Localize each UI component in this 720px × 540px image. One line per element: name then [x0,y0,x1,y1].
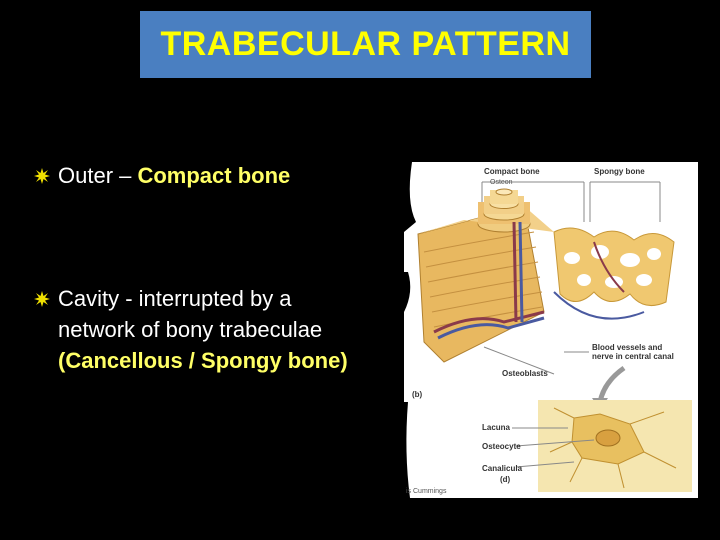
label-credit: is Cummings [406,488,447,495]
bullet-item-compact [34,160,364,191]
bone-structure-figure [404,162,698,498]
label-lacuna: Lacuna [482,423,511,432]
label-panel-b: (b) [412,390,423,399]
label-compact-bone: Compact bone [484,167,540,176]
bullet-text: Cavity - interrupted by a network of bony trabeculae (Cancellous / Spongy bone) [58,286,348,373]
starburst-bullet-icon [34,291,50,307]
label-osteon: Osteon [490,179,513,186]
bullet-text: Outer – Compact bone [58,163,291,188]
label-osteoblasts: Osteoblasts [502,369,548,378]
title-banner [140,11,591,78]
bone-diagram [404,162,698,498]
bullet-item-cavity [34,283,364,376]
label-blood-vessels-2: nerve in central canal [592,352,674,361]
label-canalicula: Canalicula [482,464,523,473]
label-blood-vessels: Blood vessels and [592,343,663,352]
label-panel-d: (d) [500,475,511,484]
bullet-highlight: Compact bone [137,163,291,188]
label-osteocyte: Osteocyte [482,442,521,451]
label-spongy-bone: Spongy bone [594,167,645,176]
slide-title: TRABECULAR PATTERN [160,25,571,63]
bullet-highlight: (Cancellous / Spongy bone) [58,348,348,373]
starburst-bullet-icon [34,168,50,184]
